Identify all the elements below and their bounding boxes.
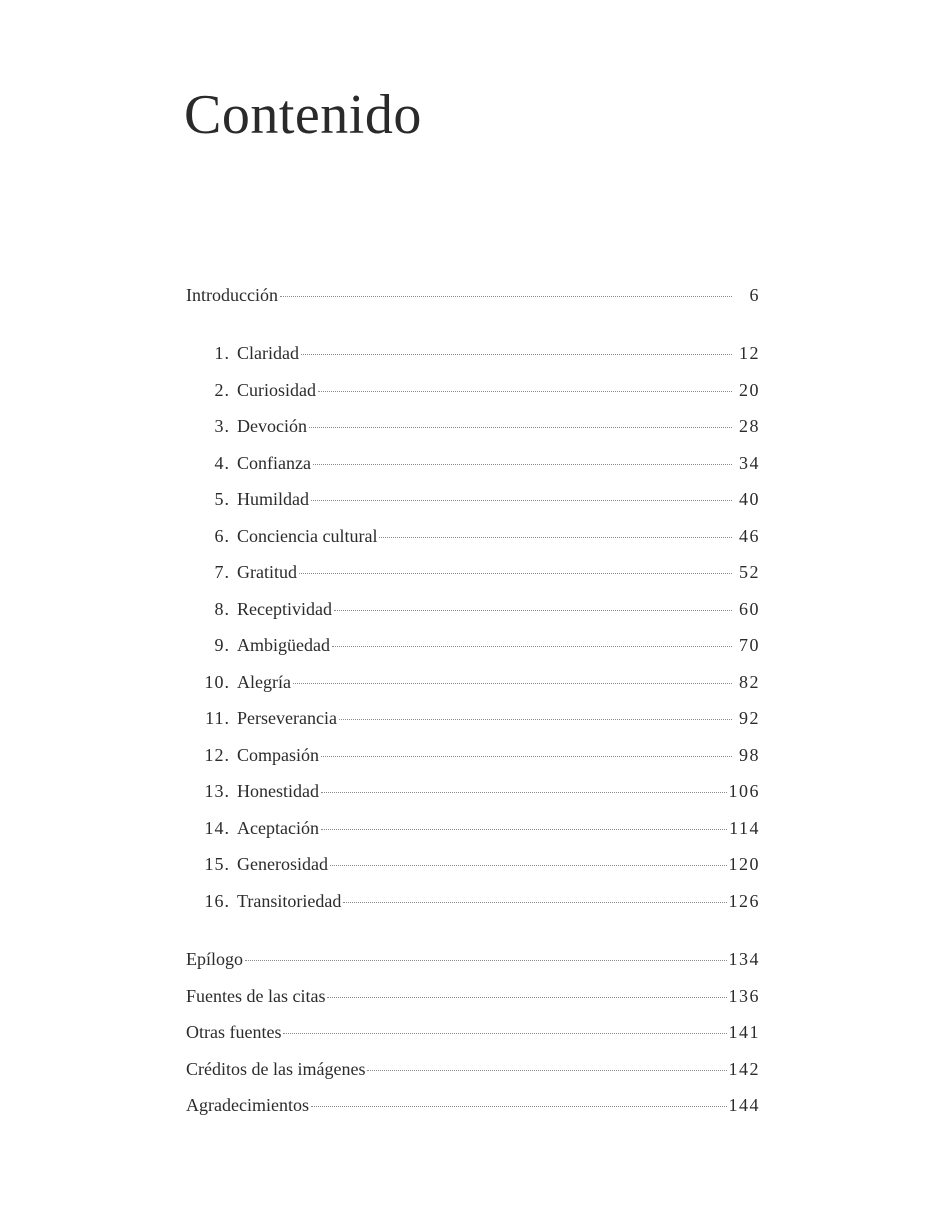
dot-leader <box>245 960 727 961</box>
toc-entry-label: Introducción <box>186 285 278 305</box>
dot-leader <box>321 756 732 757</box>
toc-page-number: 40 <box>739 489 760 509</box>
toc-entry-label: Transitoriedad <box>237 890 342 911</box>
toc-entry-label: Ambigüedad <box>237 635 330 655</box>
toc-page-number: 70 <box>739 635 760 655</box>
toc-entry-chapter[interactable] <box>196 378 760 402</box>
toc-entry-epilogue[interactable] <box>186 947 760 971</box>
toc-entry-chapter[interactable] <box>196 743 760 767</box>
toc-entry-quote-sources[interactable] <box>186 984 760 1008</box>
toc-entry-label: Generosidad <box>237 854 328 874</box>
toc-entry-label: Conciencia cultural <box>237 525 378 546</box>
dot-leader <box>334 610 732 611</box>
toc-page-number: 28 <box>739 416 760 436</box>
dot-leader <box>367 1070 726 1071</box>
toc-page-number: 120 <box>728 854 760 874</box>
toc-entry-chapter[interactable] <box>196 706 760 730</box>
dot-leader <box>339 719 732 720</box>
toc-entry-label: Epílogo <box>186 949 243 969</box>
chapter-number: 15. <box>204 854 230 874</box>
toc-page-number: 106 <box>728 781 760 801</box>
dot-leader <box>311 1106 727 1107</box>
toc-page-number: 82 <box>739 671 760 692</box>
chapter-number: 3. <box>214 416 230 436</box>
dot-leader <box>332 646 732 647</box>
toc-entry-chapter[interactable] <box>196 670 760 694</box>
toc-page-number: 92 <box>739 708 760 728</box>
toc-entry-image-credits[interactable] <box>186 1057 760 1081</box>
toc-page-number: 52 <box>739 562 760 582</box>
toc-page-number: 20 <box>739 379 760 400</box>
toc-entry-label: Claridad <box>237 343 299 363</box>
toc-page-number: 60 <box>739 598 760 619</box>
toc-page-number: 142 <box>728 1058 760 1079</box>
toc-entry-label: Humildad <box>237 489 309 509</box>
toc-page-number: 126 <box>728 890 760 911</box>
chapter-number: 11. <box>205 708 230 728</box>
toc-page-number: 46 <box>739 525 760 546</box>
toc-page-number: 12 <box>739 343 760 363</box>
dot-leader <box>343 902 726 903</box>
chapter-number: 12. <box>204 744 230 765</box>
toc-entry-chapter[interactable] <box>196 852 760 876</box>
toc-entry-label: Alegría <box>237 671 291 692</box>
chapter-number: 4. <box>214 452 230 473</box>
dot-leader <box>321 792 727 793</box>
toc-entry-label: Curiosidad <box>237 379 316 400</box>
chapter-number: 10. <box>204 671 230 692</box>
toc-entry-chapter[interactable] <box>196 560 760 584</box>
toc-entry-chapter[interactable] <box>196 524 760 548</box>
chapter-number: 2. <box>214 379 230 400</box>
toc-page-number: 114 <box>729 817 760 838</box>
toc-page-number: 144 <box>728 1095 760 1115</box>
toc-entry-chapter[interactable] <box>196 779 760 803</box>
toc-page-number: 134 <box>728 949 760 969</box>
page-title: Contenido <box>184 84 422 146</box>
toc-page-number: 136 <box>728 985 760 1006</box>
dot-leader <box>301 354 732 355</box>
toc-entry-label: Honestidad <box>237 781 319 801</box>
chapter-number: 1. <box>214 343 230 363</box>
toc-entry-label: Devoción <box>237 416 307 436</box>
chapter-number: 14. <box>204 817 230 838</box>
toc-page-number: 34 <box>739 452 760 473</box>
toc-entry-label: Perseverancia <box>237 708 337 728</box>
toc-entry-label: Gratitud <box>237 562 297 582</box>
dot-leader <box>293 683 732 684</box>
dot-leader <box>299 573 732 574</box>
toc-entry-label: Agradecimientos <box>186 1095 309 1115</box>
toc-entry-chapter[interactable] <box>196 597 760 621</box>
dot-leader <box>330 865 727 866</box>
dot-leader <box>321 829 727 830</box>
chapter-number: 8. <box>214 598 230 619</box>
dot-leader <box>379 537 732 538</box>
toc-entry-label: Otras fuentes <box>186 1022 282 1042</box>
dot-leader <box>318 391 732 392</box>
toc-entry-label: Compasión <box>237 744 320 765</box>
chapter-number: 9. <box>214 635 230 655</box>
toc-page-number: 6 <box>749 285 760 305</box>
toc-entry-chapter[interactable] <box>196 889 760 913</box>
toc-entry-label: Créditos de las imágenes <box>186 1058 366 1079</box>
dot-leader <box>309 427 732 428</box>
dot-leader <box>311 500 732 501</box>
dot-leader <box>313 464 732 465</box>
chapter-number: 13. <box>204 781 230 801</box>
toc-entry-chapter[interactable] <box>196 633 760 657</box>
chapter-number: 6. <box>214 525 230 546</box>
toc-entry-label: Receptividad <box>237 598 332 619</box>
chapter-number: 16. <box>204 890 230 911</box>
toc-entry-chapter[interactable] <box>196 341 760 365</box>
dot-leader <box>280 296 732 297</box>
toc-page-number: 98 <box>739 744 760 765</box>
toc-entry-label: Confianza <box>237 452 311 473</box>
toc-entry-label: Aceptación <box>237 817 319 838</box>
toc-entry-chapter[interactable] <box>196 451 760 475</box>
dot-leader <box>283 1033 726 1034</box>
toc-entry-other-sources[interactable] <box>186 1020 760 1044</box>
toc-entry-acknowledgements[interactable] <box>186 1093 760 1117</box>
toc-page-number: 141 <box>728 1022 760 1042</box>
chapter-number: 5. <box>214 489 230 509</box>
toc-entry-introduction[interactable] <box>186 283 760 307</box>
toc-entry-label: Fuentes de las citas <box>186 985 326 1006</box>
toc-entry-chapter[interactable] <box>196 816 760 840</box>
dot-leader <box>327 997 726 998</box>
toc-entry-chapter[interactable] <box>196 487 760 511</box>
toc-entry-chapter[interactable] <box>196 414 760 438</box>
chapter-number: 7. <box>214 562 230 582</box>
